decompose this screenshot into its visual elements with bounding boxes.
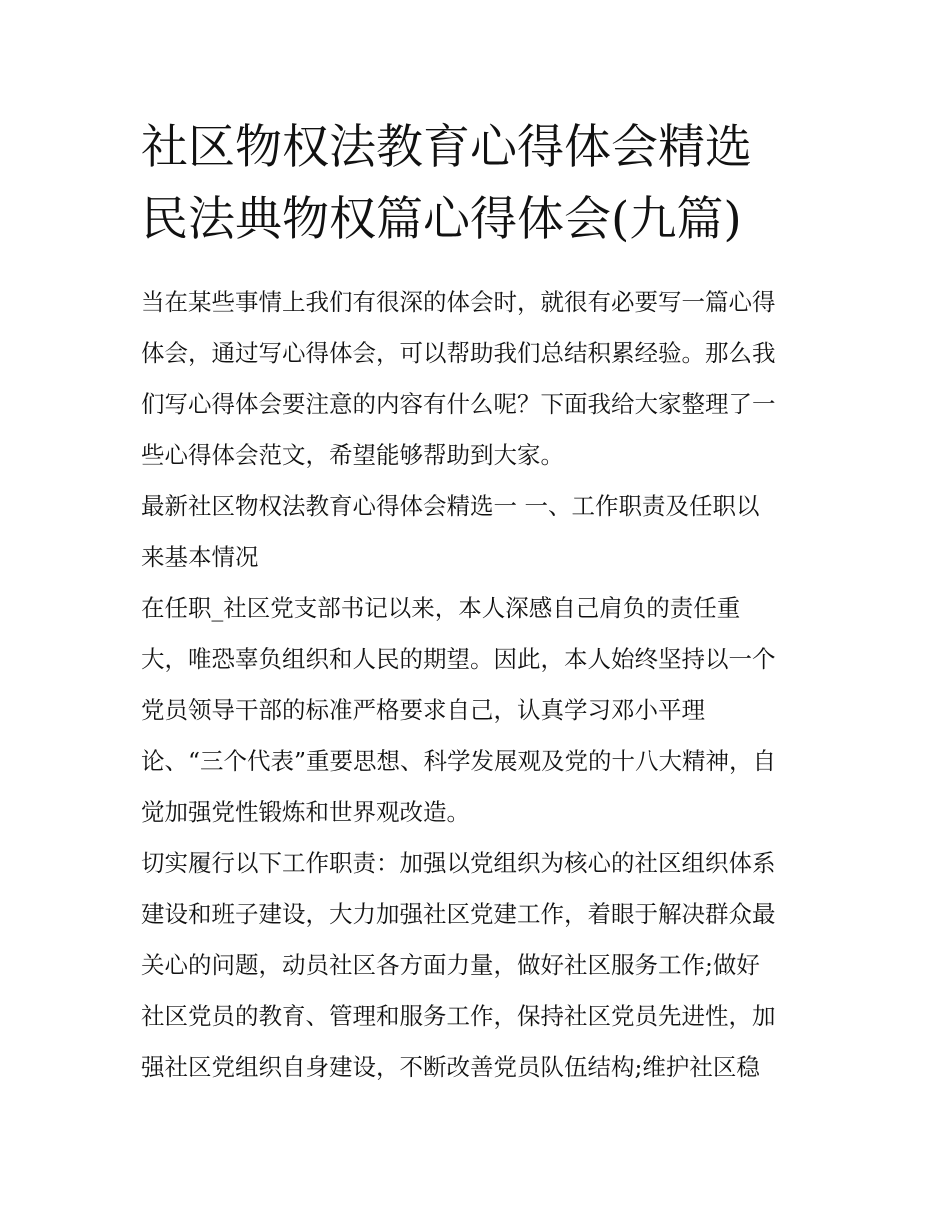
text-line: 来基本情况 [141,543,259,571]
paragraph-tenure [141,583,831,838]
text-line: 党员领导干部的标准严格要求自己，认真学习邓小平理 [141,696,705,724]
document-title [141,112,841,256]
text-line: 在任职_社区党支部书记以来，本人深感自己肩负的责任重 [141,594,741,622]
text-line: 大，唯恐辜负组织和人民的期望。因此，本人始终坚持以一个 [141,645,776,673]
text-line: 觉加强党性锻炼和世界观改造。 [141,798,470,826]
title-line-1: 社区物权法教育心得体会精选 [141,120,752,175]
text-line: 切实履行以下工作职责：加强以党组织为核心的社区组织体系 [141,849,776,877]
text-line: 社区党员的教育、管理和服务工作，保持社区党员先进性，加 [141,1002,776,1030]
text-line: 强社区党组织自身建设，不断改善党员队伍结构;维护社区稳 [141,1053,760,1081]
paragraph-duties [141,838,831,1093]
text-line: 关心的问题，动员社区各方面力量，做好社区服务工作;做好 [141,951,760,979]
paragraph-intro [141,277,831,481]
text-line: 当在某些事情上我们有很深的体会时，就很有必要写一篇心得 [141,288,776,316]
document-body [141,277,831,1093]
paragraph-section-heading [141,481,831,583]
text-line: 体会，通过写心得体会，可以帮助我们总结积累经验。那么我 [141,339,776,367]
title-line-2: 民法典物权篇心得体会(九篇) [141,192,742,247]
text-line: 些心得体会范文，希望能够帮助到大家。 [141,441,564,469]
text-line: 建设和班子建设，大力加强社区党建工作，着眼于解决群众最 [141,900,776,928]
text-line: 们写心得体会要注意的内容有什么呢？下面我给大家整理了一 [141,390,776,418]
text-line: 最新社区物权法教育心得体会精选一 一、工作职责及任职以 [141,492,760,520]
text-line: 论、“三个代表”重要思想、科学发展观及党的十八大精神，自 [141,747,777,775]
